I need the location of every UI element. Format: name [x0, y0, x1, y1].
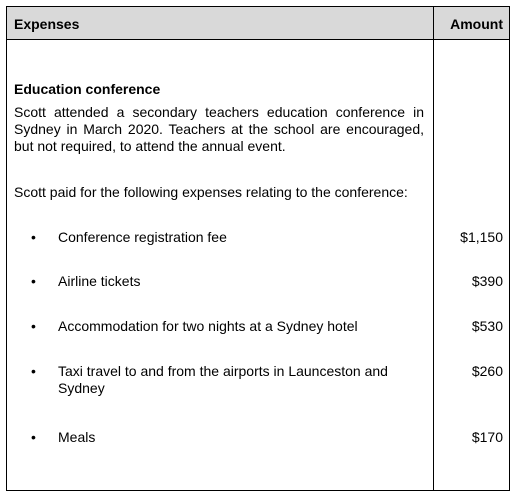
bullet: •	[31, 318, 36, 334]
bullet: •	[31, 363, 36, 379]
expenses-header: Expenses	[14, 16, 80, 32]
expense-amount: $260	[471, 363, 503, 379]
expense-amount: $390	[471, 273, 503, 289]
expense-label: Accommodation for two nights at a Sydney hotel	[58, 318, 358, 334]
amount-header: Amount	[450, 16, 503, 32]
expense-label: Taxi travel to and from the airports in Launceston and Sydney	[58, 363, 388, 396]
expense-amount: $530	[471, 318, 503, 334]
expense-label: Airline tickets	[58, 273, 141, 289]
expense-amount: $1,150	[460, 229, 503, 245]
paragraph-1: Scott attended a secondary teachers education conference in Sydney in March 2020. Teachers at the school are encouraged, but not required, to attend the annual event.	[14, 104, 424, 154]
expense-amount: $170	[471, 429, 503, 445]
expenses-table	[6, 6, 510, 491]
expense-label: Meals	[58, 429, 96, 445]
expense-label: Conference registration fee	[58, 229, 227, 245]
bullet: •	[31, 273, 36, 289]
paragraph-2: Scott paid for the following expenses relating to the conference:	[14, 184, 408, 200]
column-divider	[433, 7, 434, 490]
section-title: Education conference	[14, 81, 161, 97]
bullet: •	[31, 429, 36, 445]
bullet: •	[31, 229, 36, 245]
